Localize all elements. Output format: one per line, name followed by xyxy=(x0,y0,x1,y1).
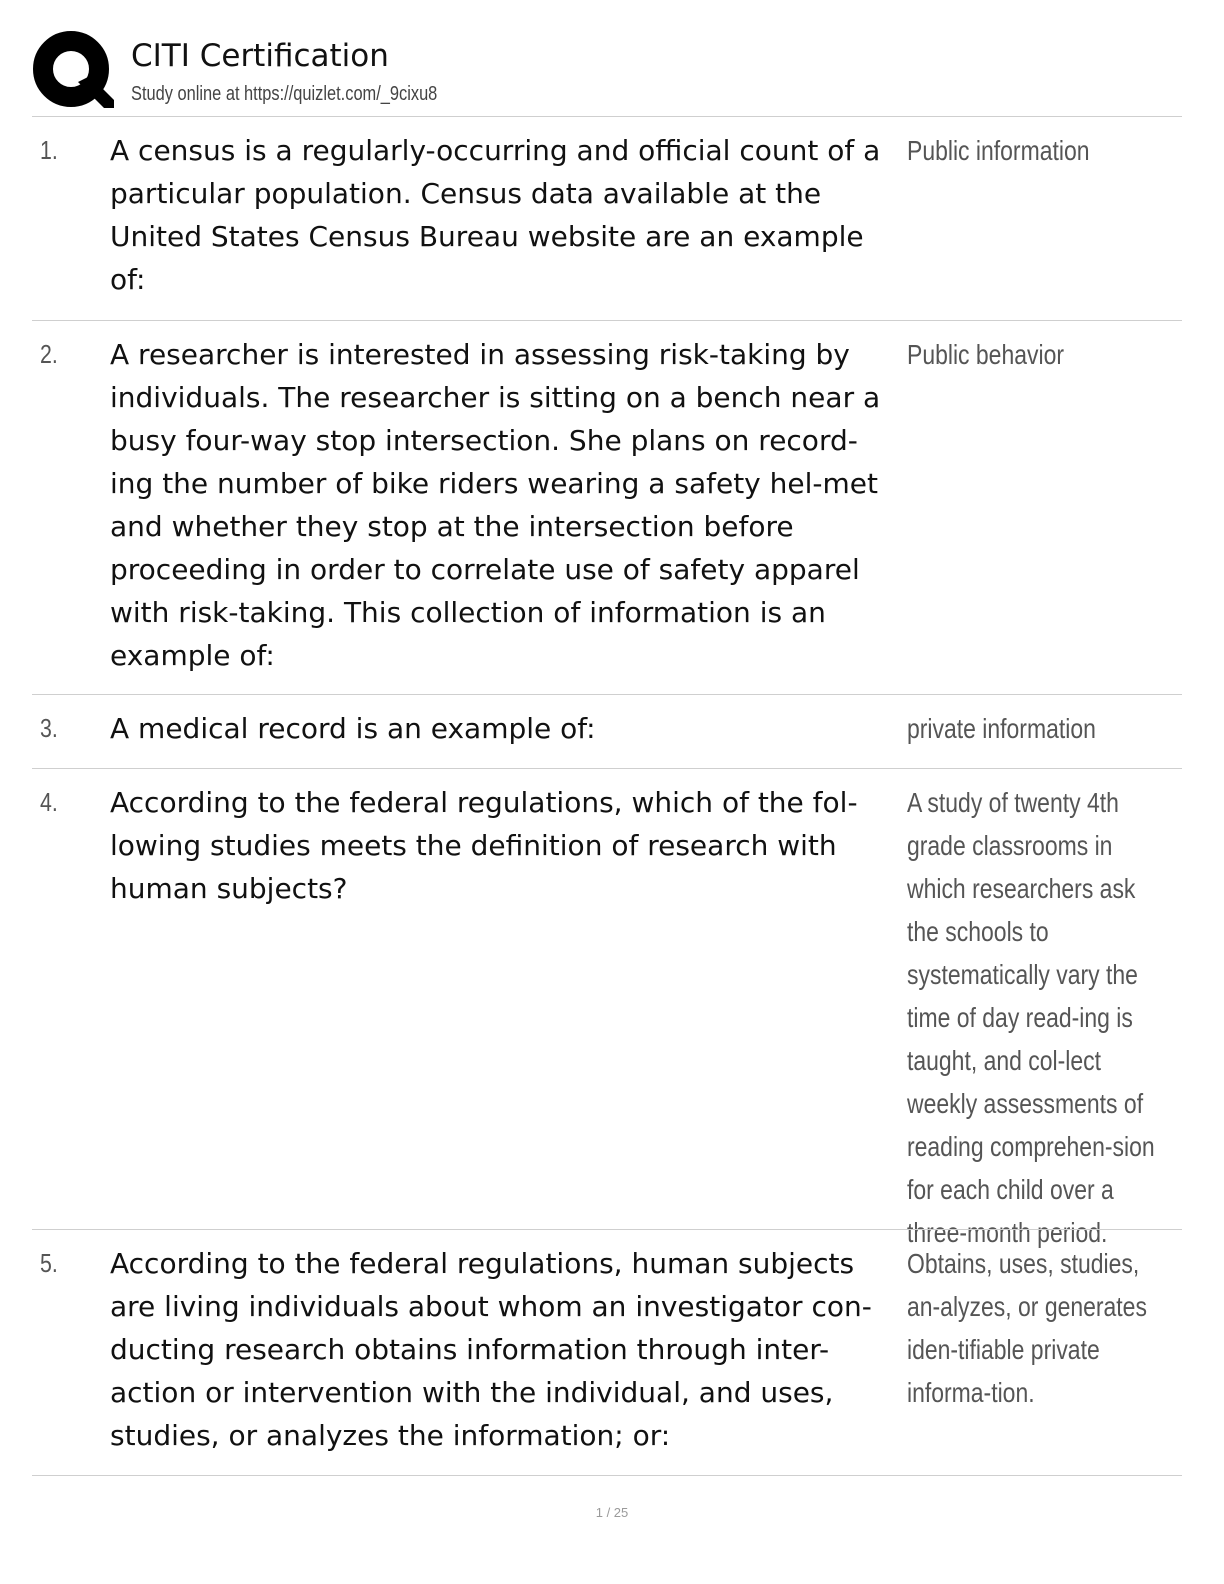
card-question: According to the federal regulations, human subjects are living individuals about whom an investigator con-ducting research obtains information through inter-action or intervention with the individual, and uses, studies, or analyzes the information; or: xyxy=(110,1247,872,1452)
divider xyxy=(32,1229,1182,1230)
card-answer: private information xyxy=(907,713,1096,744)
card-number: 2. xyxy=(40,339,58,369)
card-number: 1. xyxy=(40,135,58,165)
study-online-link[interactable]: Study online at https://quizlet.com/_9cixu8 xyxy=(131,83,438,105)
quizlet-q-logo-icon xyxy=(32,30,114,112)
document-header xyxy=(32,30,1182,116)
divider xyxy=(32,1475,1182,1476)
card-answer: A study of twenty 4th grade classrooms in which researchers ask the schools to systematically vary the time of day read-ing is taught, and col-lect weekly assessments of reading comprehen-sion for each child over a three-month period. xyxy=(907,787,1155,1248)
card-number: 5. xyxy=(40,1248,58,1278)
card-question: A medical record is an example of: xyxy=(110,712,596,745)
card-question: According to the federal regulations, which of the fol-lowing studies meets the definition of research with human subjects? xyxy=(110,786,858,905)
card-answer: Public behavior xyxy=(907,339,1064,370)
divider xyxy=(32,768,1182,769)
divider xyxy=(32,116,1182,117)
card-number: 4. xyxy=(40,787,58,817)
card-question: A census is a regularly-occurring and official count of a particular population. Census data available at the United States Census Bureau website are an example of: xyxy=(110,134,881,296)
divider xyxy=(32,694,1182,695)
card-question: A researcher is interested in assessing risk-taking by individuals. The researcher is sitting on a bench near a busy four-way stop intersection. She plans on record-ing the number of bike riders wearing a safety hel-met and whether they stop at the intersection before proceeding in order to correlate use of safety apparel with risk-taking. This collection of information is an example of: xyxy=(110,338,881,672)
set-title: CITI Certification xyxy=(131,38,389,74)
page-number: 1 / 25 xyxy=(595,1505,629,1520)
card-number: 3. xyxy=(40,713,58,743)
divider xyxy=(32,320,1182,321)
card-answer: Obtains, uses, studies, an-alyzes, or generates iden-tifiable private informa-tion. xyxy=(907,1248,1147,1408)
card-answer: Public information xyxy=(907,135,1090,166)
